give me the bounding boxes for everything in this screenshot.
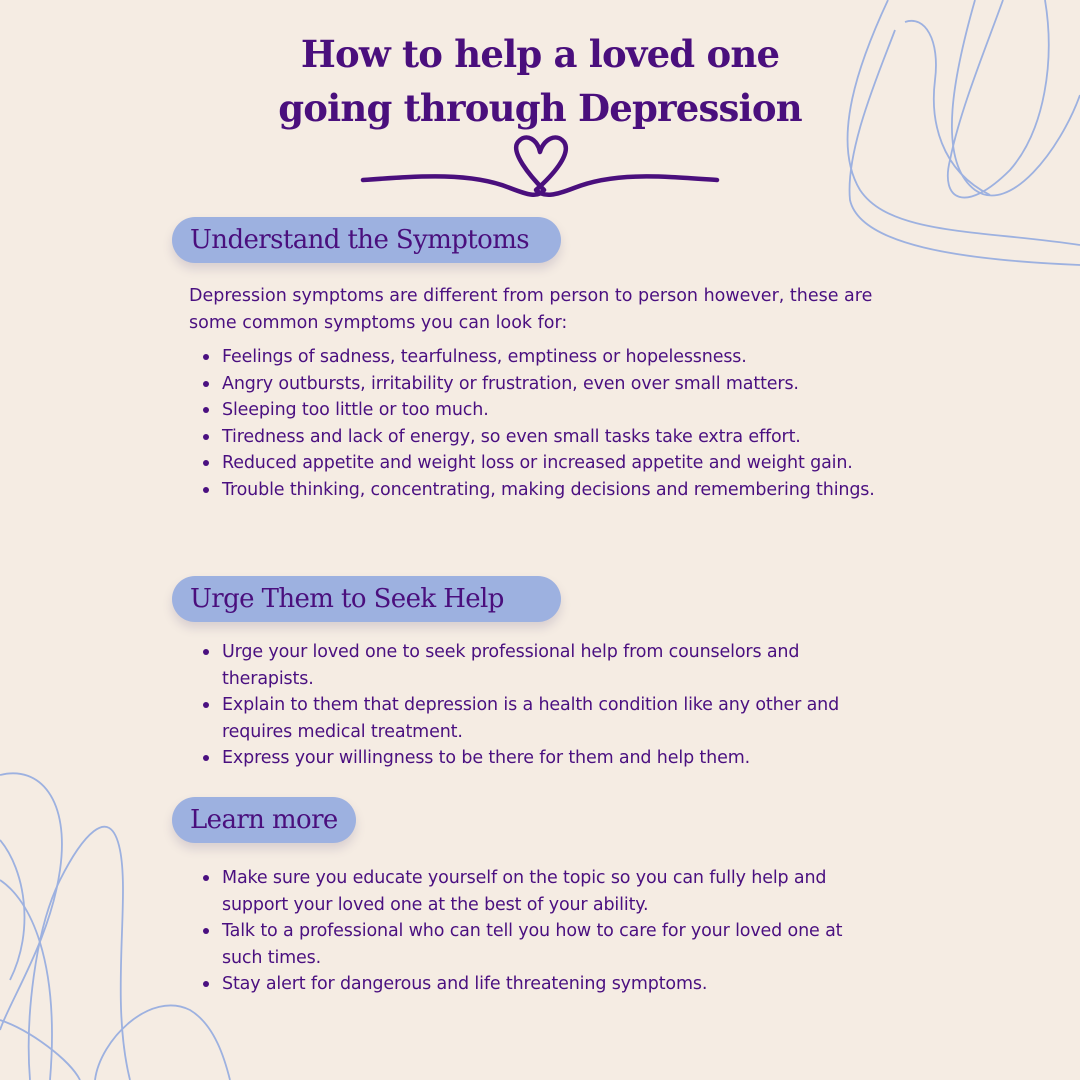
heart-icon (360, 132, 720, 204)
list-item: Explain to them that depression is a health condition like any other and requires medical treatment. (222, 692, 886, 745)
list-item: Reduced appetite and weight loss or increased appetite and weight gain. (222, 450, 886, 477)
section-heading-symptoms: Understand the Symptoms (172, 217, 561, 263)
seek-help-list (222, 639, 886, 772)
list-item: Express your willingness to be there for them and help them. (222, 745, 886, 772)
list-item: Talk to a professional who can tell you how to care for your loved one at such times. (222, 918, 886, 971)
section-heading-learn-more: Learn more (172, 797, 356, 843)
list-item: Tiredness and lack of energy, so even small tasks take extra effort. (222, 424, 886, 451)
list-item: Sleeping too little or too much. (222, 397, 886, 424)
section-heading-seek-help: Urge Them to Seek Help (172, 576, 561, 622)
list-item: Feelings of sadness, tearfulness, emptiness or hopelessness. (222, 344, 886, 371)
page-title-line-2: going through Depression (278, 86, 802, 130)
list-item: Urge your loved one to seek professional help from counselors and therapists. (222, 639, 886, 692)
list-item: Make sure you educate yourself on the topic so you can fully help and support your loved one at the best of your ability. (222, 865, 886, 918)
symptoms-intro: Depression symptoms are different from person to person however, these are some common symptoms you can look for: (189, 286, 873, 333)
list-item: Trouble thinking, concentrating, making decisions and remembering things. (222, 477, 886, 504)
list-item: Stay alert for dangerous and life threatening symptoms. (222, 971, 886, 998)
page-title-line-1: How to help a loved one (300, 32, 780, 76)
list-item: Angry outbursts, irritability or frustration, even over small matters. (222, 371, 886, 398)
symptoms-list (222, 344, 886, 503)
learn-more-list (222, 865, 886, 998)
